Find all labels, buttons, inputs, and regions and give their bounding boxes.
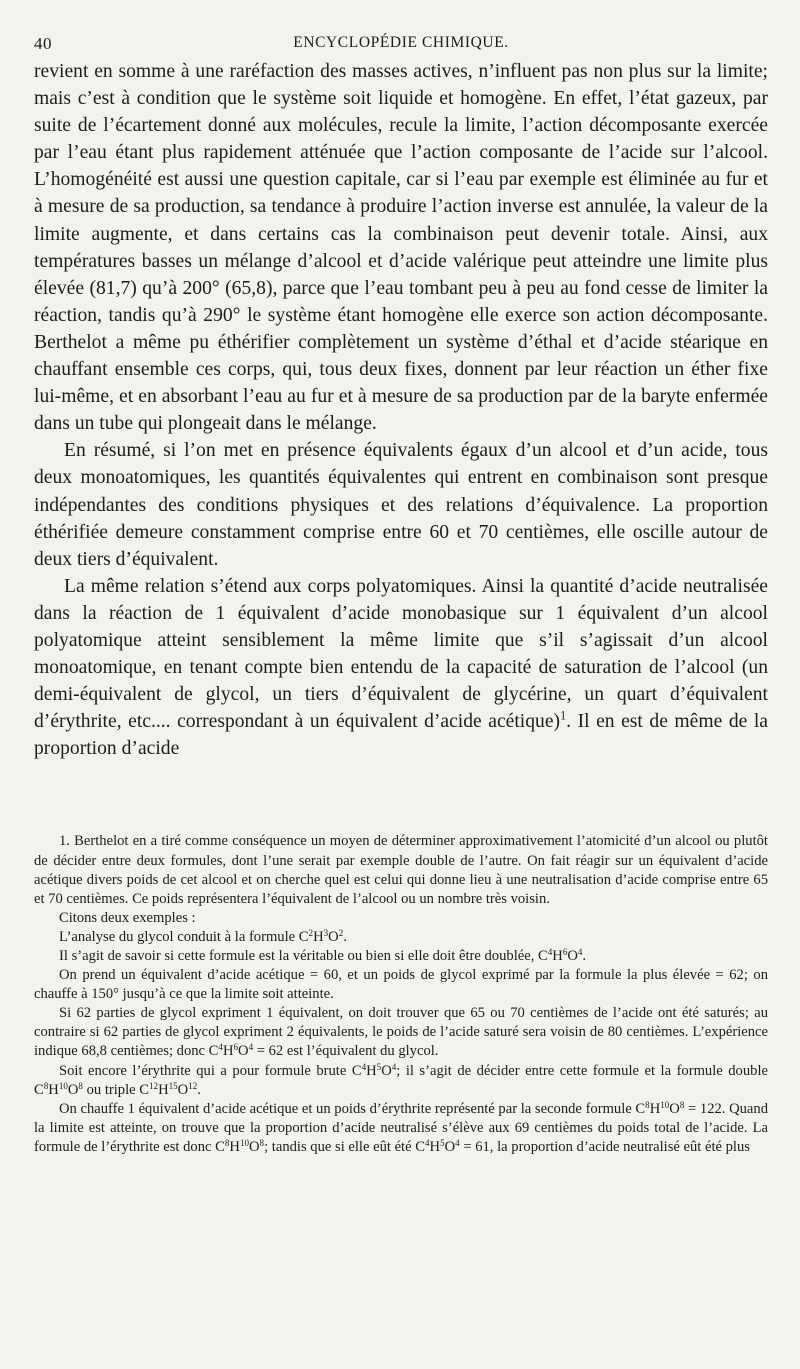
fn-text: ou triple C	[82, 1081, 150, 1098]
fn-text: .	[582, 948, 587, 964]
fn-text: H	[649, 1100, 661, 1117]
fn-text: .	[197, 1081, 201, 1098]
fn-subscript: 6	[233, 1042, 239, 1053]
fn-subscript: 8	[645, 1099, 650, 1110]
fn-text: O	[249, 1138, 260, 1155]
footnote-line-doubled	[34, 947, 768, 966]
fn-subscript: 8	[43, 1080, 49, 1091]
footnote-separator	[34, 762, 768, 832]
main-text	[34, 58, 768, 762]
fn-text: Il s’agit de savoir si cette formule est la véritable ou bien si elle doit être doublée, C	[59, 948, 548, 964]
footnote-line-glycol-formula	[34, 928, 768, 947]
paragraph-3	[34, 573, 768, 763]
fn-subscript: 4	[248, 1042, 254, 1053]
fn-text: .	[343, 928, 347, 945]
fn-text: O	[381, 1062, 392, 1079]
fn-subscript: 8	[224, 1137, 230, 1148]
fn-text: = 61, la proportion d’acide neutralisé eût été plus	[459, 1138, 750, 1155]
fn-text: O	[177, 1081, 189, 1098]
fn-text: H	[313, 928, 324, 945]
fn-subscript: 8	[679, 1099, 685, 1110]
fn-text: ; il s’agit de décider entre cette formule et la formule double C	[34, 1062, 768, 1098]
fn-text: H	[158, 1081, 169, 1098]
fn-subscript: 6	[562, 947, 568, 958]
footnote-1: 1. Berthelot en a tiré comme conséquence un moyen de déterminer approximativement l’atomicité d’un alcool ou plutôt de décider entre deux formules, dont l’une serait par exemple double de l’autre. On fait réagir sur un équivalent d’acide acétique divers poids de cet alcool et on cherche quel est celui qui donne lieu à une neutralisation d’acide comprise entre 65 et 70 centièmes. Ce poids représentera l’équivalent de l’alcool ou un nombre très voisin.	[34, 833, 768, 907]
fn-subscript: 10	[58, 1080, 68, 1091]
footnote-line-glycol-result	[34, 1004, 768, 1061]
fn-text: = 122. Quand la limite est atteinte, on trouve que la proportion d’acide neutralisé s’élève aux 69 centièmes du poids total de l’acide. La formule de l’érythrite est donc C	[34, 1100, 768, 1155]
fn-subscript: 8	[259, 1137, 265, 1148]
fn-subscript: 12	[188, 1080, 198, 1091]
fn-subscript: 10	[239, 1137, 249, 1148]
fn-text: H	[366, 1062, 377, 1079]
fn-subscript: 12	[149, 1080, 159, 1091]
paragraph-3-text: La même relation s’étend aux corps polyatomiques. Ainsi la quantité d’acide neutralisée dans la réaction de 1 équivalent d’acide monobasique sur 1 équivalent d’un alcool polyatomique atteint sensiblement la même limite que s’il s’agissait d’un alcool monoatomique, en tenant compte bien entendu de la capacité de saturation de l’alcool (un demi-équivalent de glycol, un tiers d’équivalent de glycérine, un quart d’équivalent d’érythrite, etc.... correspondant à un équivalent d’acide acétique)	[34, 575, 768, 733]
fn-subscript: 8	[78, 1080, 83, 1091]
paragraph-1: revient en somme à une raréfaction des masses actives, n’influent pas non plus sur la limite; mais c’est à condition que le système soit liquide et homogène. En effet, l’état gazeux, par suite de l’écartement donné aux molécules, recule la limite, l’action décomposante exercée par l’eau étant plus rapidement atténuée que l’action composante de l’acide sur l’alcool. L’homogénéité est aussi une question capitale, car si l’eau par exemple est éliminée au fur et à mesure de sa production, sa tendance à produire l’action inverse est annulée, la valeur de la limite augmente, et dans certains cas la combinaison peut devenir totale. Ainsi, aux températures basses un mélange d’alcool et d’acide valérique peut atteindre une limite plus élevée (81,7) qu’à 200° (65,8), parce que l’eau tombant peu à peu au fond cesse de limiter la réaction, tandis qu’à 290° le système étant homogène elle exerce son action décomposante. Berthelot a même pu éthérifier complètement un système d’éthal et d’acide stéarique en chauffant ensemble ces corps, qui, tous deux fixes, donnent par leur réaction un éther fixe lui-même, et en absorbant l’eau au fur et à mesure de sa production par de la baryte enfermée dans un tube qui plongeait dans le mélange.	[34, 61, 768, 435]
footnote-line-procedure: On prend un équivalent d’acide acétique = 60, et un poids de glycol exprimé par la formule la plus élevée = 62; on chauffe à 150° jusqu’à ce que la limite soit atteinte.	[34, 967, 768, 1003]
footnote-line-erythrite-result	[34, 1100, 768, 1157]
fn-text: H	[552, 948, 563, 964]
fn-subscript: 4	[391, 1061, 397, 1072]
fn-text: O	[444, 1138, 456, 1155]
fn-text: H	[222, 1043, 234, 1060]
fn-text: ; tandis que si elle eût été C	[264, 1138, 425, 1155]
fn-text: H	[429, 1138, 441, 1155]
fn-text: L’analyse du glycol conduit à la formule C	[59, 928, 309, 945]
fn-subscript: 5	[376, 1061, 382, 1072]
fn-text: On chauffe 1 équivalent d’acide acétique et un poids d’érythrite représenté par la seconde formule C	[59, 1100, 646, 1117]
running-header	[34, 30, 768, 58]
fn-subscript: 4	[424, 1137, 430, 1148]
footnotes	[34, 832, 768, 1157]
fn-text: Soit encore l’érythrite qui a pour formule brute C	[59, 1062, 362, 1079]
fn-text: H	[48, 1081, 59, 1098]
fn-text: O	[328, 928, 339, 945]
fn-text: Si 62 parties de glycol expriment 1 équivalent, on doit trouver que 65 ou 70 centièmes de l’acide ont été saturés; au contraire si 62 parties de glycol expriment 2 équivalents, le poids de l’acide saturé sera voisin de 80 centièmes. L’expérience indique 68,8 centièmes; donc C	[34, 1005, 768, 1060]
fn-subscript: 4	[455, 1137, 460, 1148]
footnote-line-erythrite	[34, 1062, 768, 1100]
fn-text: O	[67, 1081, 79, 1098]
fn-subscript: 10	[660, 1099, 670, 1110]
fn-text: O	[238, 1043, 249, 1060]
page-number: 40	[34, 34, 52, 53]
fn-subscript: 4	[218, 1042, 223, 1053]
footnote-line-examples: Citons deux exemples :	[59, 909, 196, 926]
fn-text: O	[567, 948, 578, 964]
paragraph-2: En résumé, si l’on met en présence équivalents égaux d’un alcool et d’un acide, tous deux monoatomiques, les quantités équivalentes qui entrent en combinaison sont presque indépendantes des conditions physiques et des relations d’équivalence. La proportion éthérifiée demeure constamment comprise entre 60 et 70 centièmes, elle oscille autour de deux tiers d’équivalent.	[34, 440, 768, 570]
fn-subscript: 2	[308, 927, 314, 938]
fn-subscript: 2	[338, 927, 344, 938]
fn-text: O	[669, 1100, 680, 1117]
fn-subscript: 4	[361, 1061, 367, 1072]
fn-subscript: 3	[323, 927, 329, 938]
fn-text: H	[229, 1138, 240, 1155]
fn-subscript: 4	[547, 947, 553, 958]
fn-subscript: 5	[440, 1137, 445, 1148]
running-title: ENCYCLOPÉDIE CHIMIQUE.	[293, 34, 509, 51]
fn-subscript: 4	[577, 947, 583, 958]
fn-text: = 62 est l’équivalent du glycol.	[253, 1043, 439, 1060]
paragraph-3-end: . Il en est de même de la proportion d’acide	[34, 711, 768, 760]
fn-subscript: 15	[168, 1080, 178, 1091]
footnote-reference[interactable]: 1	[560, 708, 567, 723]
